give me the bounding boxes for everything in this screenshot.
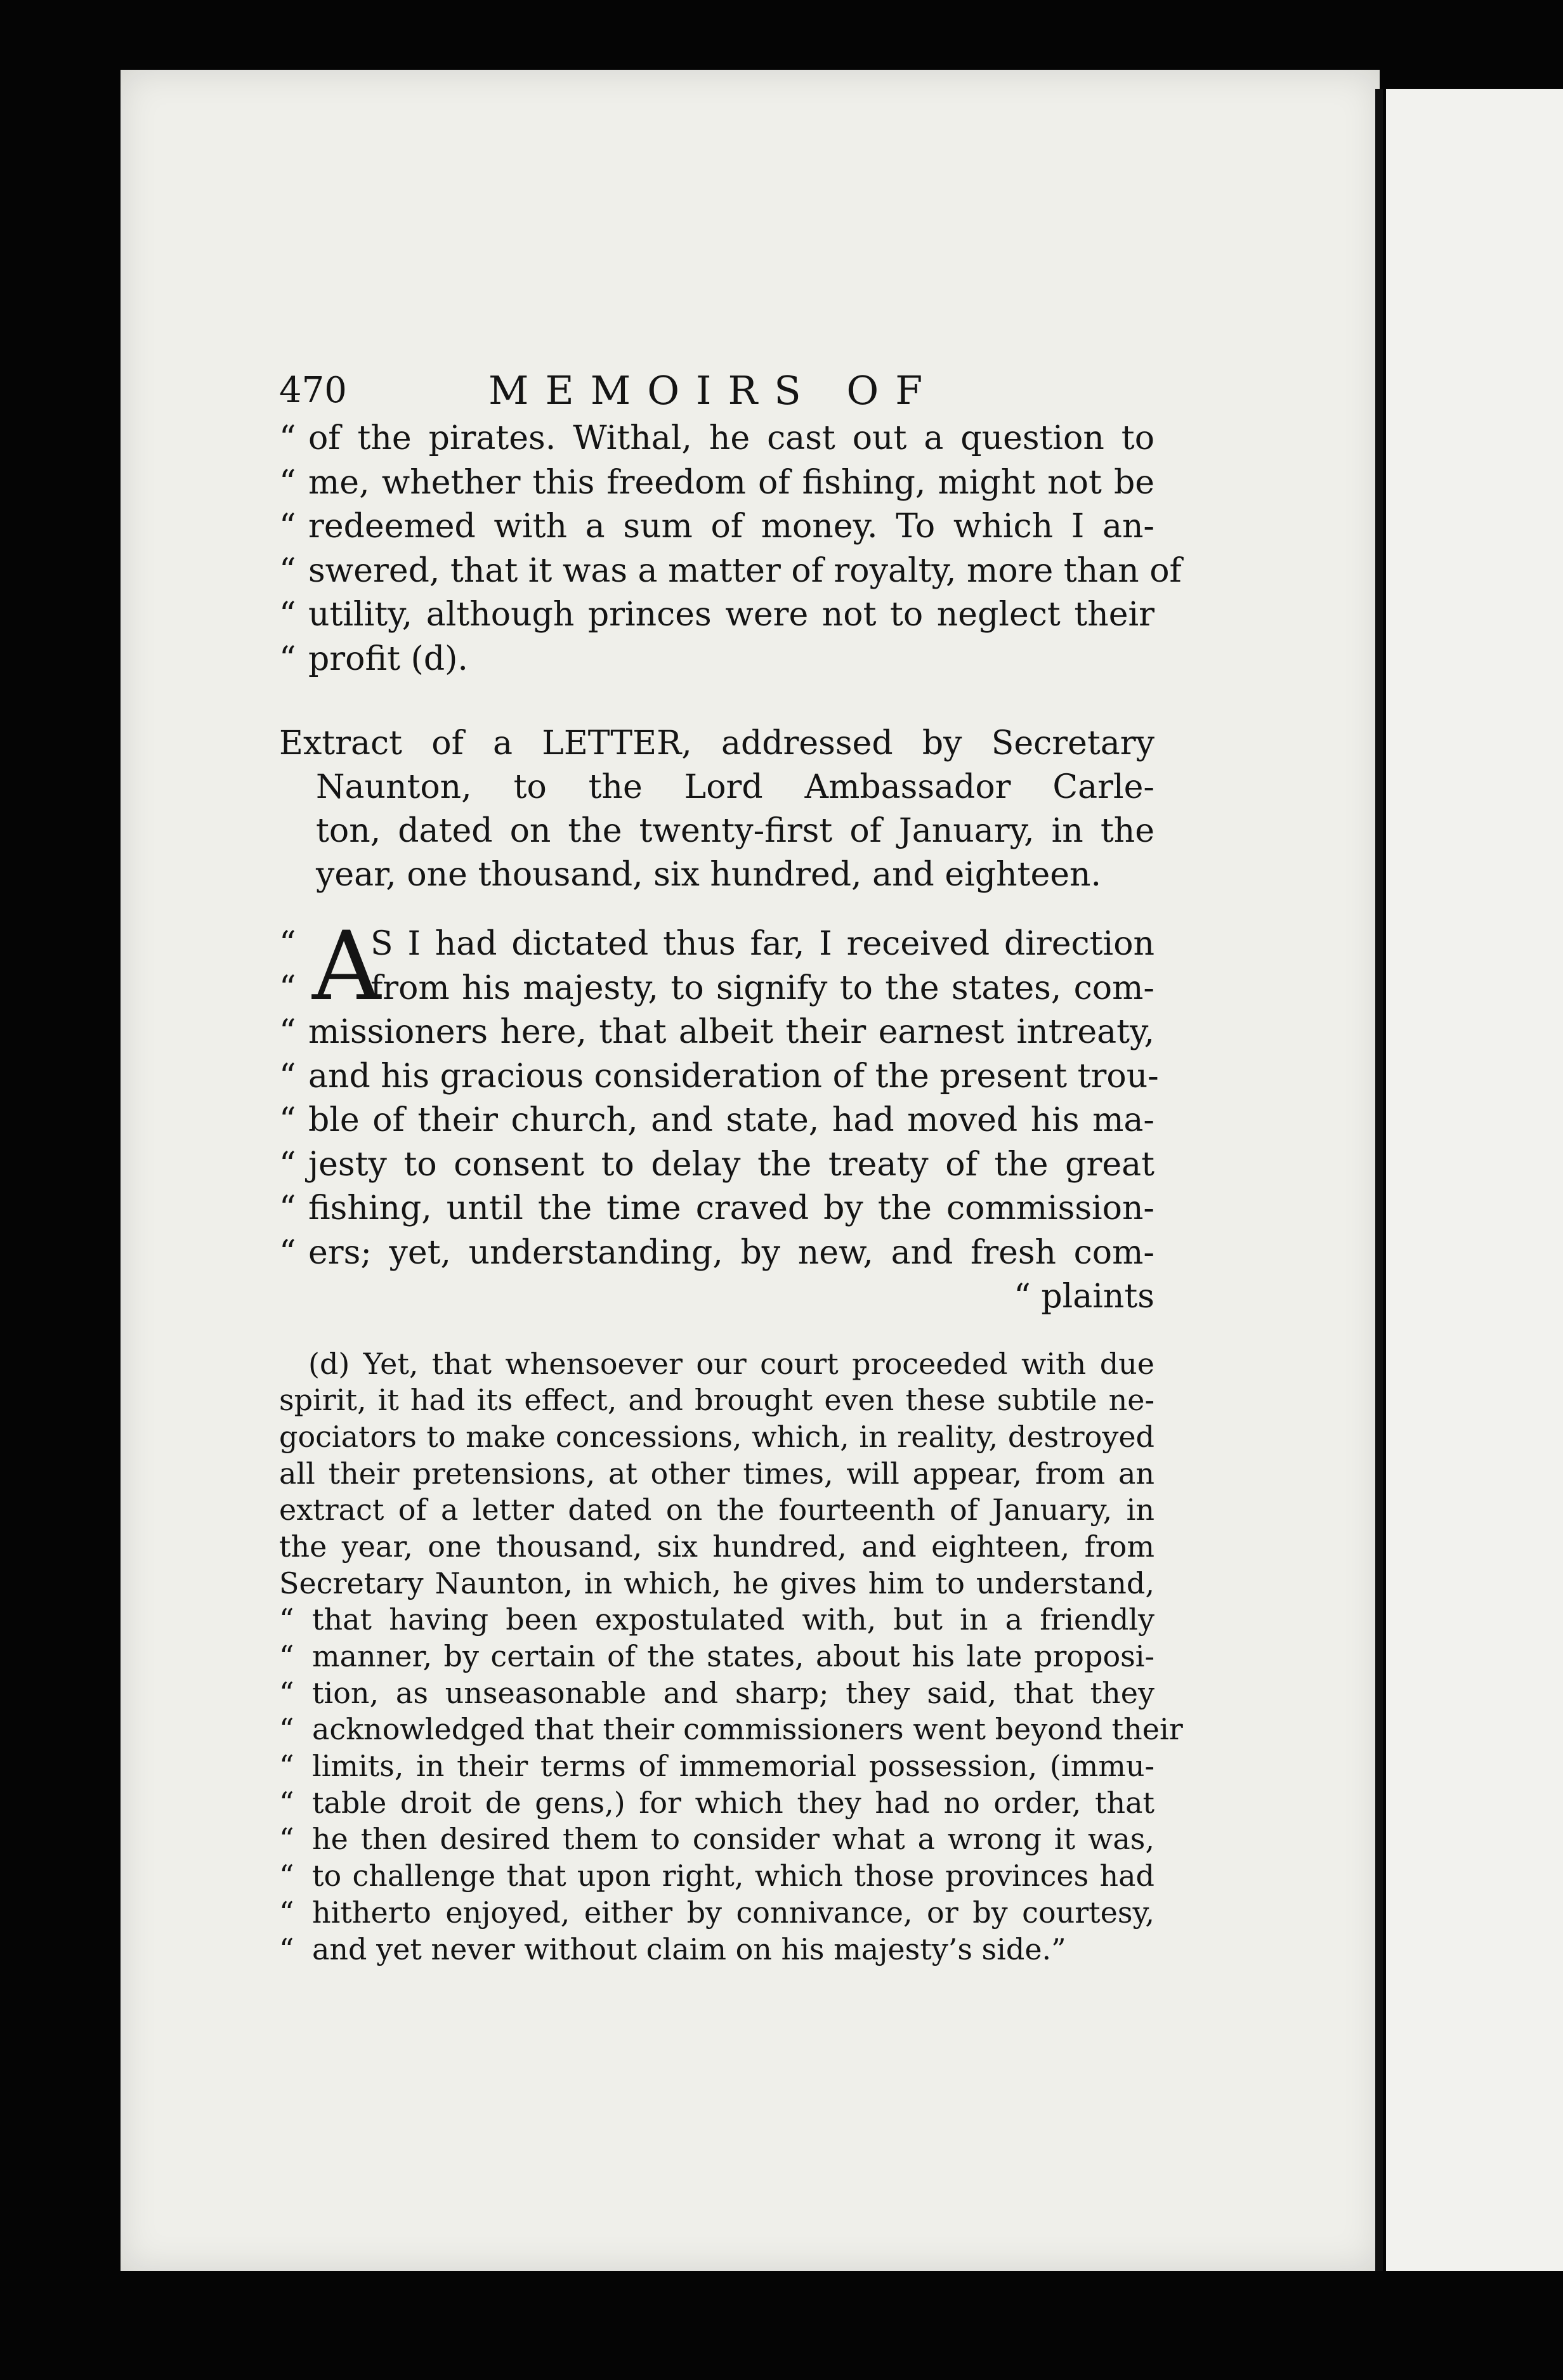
footnote-line xyxy=(279,1602,1154,1638)
quote-mark: “ xyxy=(279,1602,294,1637)
line-text: from his majesty, to signify to the states, com- xyxy=(370,969,1154,1007)
line-text: to challenge that upon right, which those provinces had xyxy=(312,1859,1154,1893)
quote-mark: “ xyxy=(279,1932,294,1966)
footnote-line xyxy=(279,1566,1154,1602)
quote-mark: “ xyxy=(279,925,296,963)
line-text: all their pretensions, at other times, will appear, from an xyxy=(279,1456,1154,1491)
line-text: extract of a letter dated on the fourteenth of January, in xyxy=(279,1493,1154,1527)
letter-body xyxy=(279,912,1159,1319)
quote-mark: “ xyxy=(279,1233,296,1272)
line-text: limits, in their terms of immemorial possession, (immu- xyxy=(312,1749,1154,1784)
line-text: manner, by certain of the states, about his late proposi- xyxy=(312,1639,1154,1673)
quote-mark: “ xyxy=(279,1749,294,1784)
quote-mark: “ xyxy=(279,1859,294,1893)
line-text: ble of their church, and state, had moved his ma- xyxy=(308,1101,1154,1139)
line-text: and his gracious consideration of the present trou- xyxy=(308,1057,1159,1095)
footnote-line xyxy=(279,1529,1154,1566)
line-text: hitherto enjoyed, either by connivance, or by courtesy, xyxy=(312,1895,1154,1930)
footnote-line xyxy=(279,1382,1154,1419)
line-text: profit (d). xyxy=(308,639,468,678)
text-line xyxy=(279,967,1154,1011)
drop-cap: A xyxy=(312,912,381,1022)
quote-mark: “ xyxy=(279,1712,294,1747)
quote-mark: “ xyxy=(279,507,296,546)
footnote-line xyxy=(279,1492,1154,1529)
footnote-line xyxy=(279,1858,1154,1895)
text-line xyxy=(279,638,1154,682)
line-text: missioners here, that albeit their earnest intreaty, xyxy=(308,1013,1154,1051)
quote-mark: “ xyxy=(279,1189,296,1227)
quote-mark: “ xyxy=(279,1057,296,1095)
line-text: (d) Yet, that whensoever our court proceeded with due xyxy=(308,1346,1154,1381)
footnote-line xyxy=(279,1785,1154,1822)
text-line xyxy=(279,1055,1159,1099)
quote-mark: “ xyxy=(279,639,296,678)
line-text: of the pirates. Withal, he cast out a question to xyxy=(308,419,1154,457)
facing-page-edge xyxy=(1386,89,1563,2271)
line-text: table droit de gens,) for which they had no order, that xyxy=(312,1785,1154,1820)
line-text: acknowledged that their commissioners went beyond their xyxy=(312,1712,1183,1747)
text-line xyxy=(279,1187,1154,1231)
line-text: spirit, it had its effect, and brought even these subtile ne- xyxy=(279,1383,1154,1418)
heading-line: Extract of a LETTER, addressed by Secretary xyxy=(279,724,1154,762)
line-text: swered, that it was a matter of royalty, more than of xyxy=(308,551,1182,590)
line-text: gociators to make concessions, which, in reality, destroyed xyxy=(279,1419,1154,1454)
line-text: fishing, until the time craved by the commission- xyxy=(308,1189,1154,1227)
line-text: redeemed with a sum of money. To which I an- xyxy=(308,507,1154,546)
text-line xyxy=(279,549,1182,594)
text-line xyxy=(279,1010,1154,1055)
page-number: 470 xyxy=(279,370,347,411)
quote-mark: “ xyxy=(279,1785,294,1820)
line-text: the year, one thousand, six hundred, and eighteen, from xyxy=(279,1529,1154,1564)
quote-mark: “ xyxy=(279,1895,294,1930)
catchword: “ plaints xyxy=(1014,1278,1154,1316)
quote-mark: “ xyxy=(279,463,296,502)
footnote-line xyxy=(279,1456,1154,1493)
footnote-line xyxy=(279,1419,1154,1456)
quote-mark: “ xyxy=(279,1639,294,1673)
quote-mark: “ xyxy=(279,1675,294,1710)
text-line xyxy=(279,1099,1154,1143)
text-line xyxy=(279,1143,1154,1187)
footnote-line xyxy=(279,1346,1154,1383)
line-text: he then desired them to consider what a wrong it was, xyxy=(312,1822,1154,1857)
quote-mark: “ xyxy=(279,1013,296,1051)
running-head: MEMOIRS OF xyxy=(488,367,939,414)
line-text: me, whether this freedom of fishing, might not be xyxy=(308,463,1154,502)
page-gutter-shadow xyxy=(1375,89,1383,2271)
text-line xyxy=(279,922,1154,967)
line-text: jesty to consent to delay the treaty of the great xyxy=(308,1145,1154,1184)
footnote xyxy=(279,1346,1183,1968)
page-header xyxy=(279,365,1154,417)
quote-mark: “ xyxy=(279,596,296,634)
line-text: ers; yet, understanding, by new, and fresh com- xyxy=(308,1233,1154,1272)
footnote-line xyxy=(279,1675,1154,1712)
heading-line: year, one thousand, six hundred, and eighteen. xyxy=(316,856,1102,894)
line-text: Secretary Naunton, in which, he gives him to understand, xyxy=(279,1566,1154,1600)
footnote-line xyxy=(279,1748,1154,1785)
line-text: tion, as unseasonable and sharp; they said, that they xyxy=(312,1675,1154,1710)
page-text-block xyxy=(279,365,1183,1968)
line-text: that having been expostulated with, but in a friendly xyxy=(312,1602,1154,1637)
footnote-line xyxy=(279,1821,1154,1858)
quote-mark: “ xyxy=(279,1822,294,1857)
heading-line: Naunton, to the Lord Ambassador Carle- xyxy=(316,768,1154,806)
text-line xyxy=(279,417,1154,461)
line-text: utility, although princes were not to neglect their xyxy=(308,596,1154,634)
footnote-line xyxy=(279,1932,1154,1968)
footnote-line xyxy=(279,1638,1154,1675)
quote-mark: “ xyxy=(279,969,296,1007)
line-text: and yet never without claim on his majesty’s side.” xyxy=(312,1932,1066,1966)
quote-mark: “ xyxy=(279,419,296,457)
quote-mark: “ xyxy=(279,1101,296,1139)
text-line xyxy=(279,461,1154,506)
text-line xyxy=(279,505,1154,549)
line-text: S I had dictated thus far, I received direction xyxy=(370,925,1154,963)
text-line xyxy=(279,593,1154,638)
heading-line: ton, dated on the twenty-first of January, in the xyxy=(316,812,1154,850)
footnote-line xyxy=(279,1711,1183,1748)
quote-mark: “ xyxy=(279,551,296,590)
letter-heading xyxy=(279,722,1154,897)
opening-quotation xyxy=(279,417,1182,681)
footnote-line xyxy=(279,1895,1154,1932)
text-line xyxy=(279,1231,1154,1276)
quote-mark: “ xyxy=(279,1145,296,1184)
